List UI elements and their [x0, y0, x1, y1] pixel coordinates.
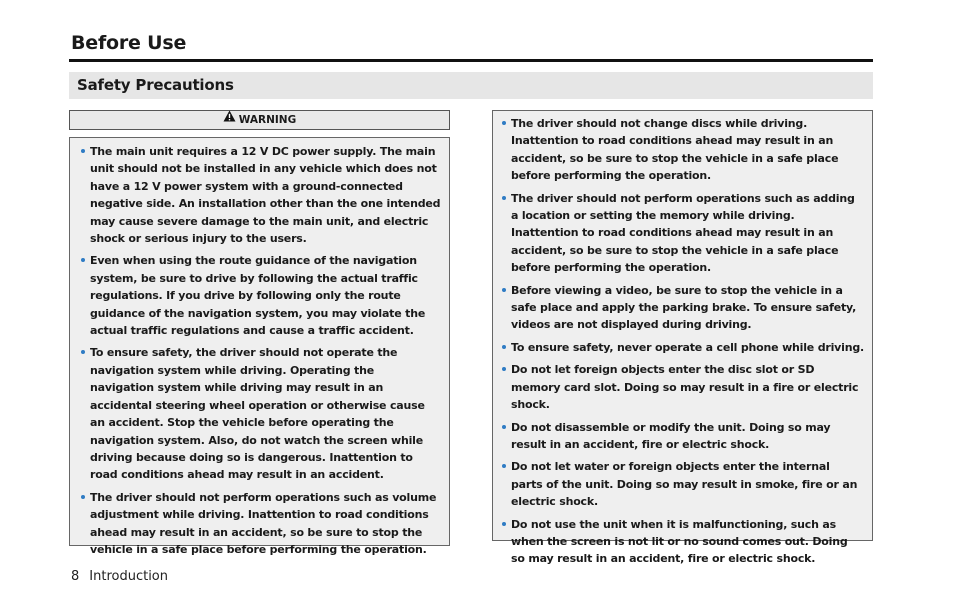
list-item — [78, 143, 441, 247]
page-title: Before Use — [71, 32, 187, 54]
list-item-text: The driver should not perform operations such as volume adjustment while driving. Inattention to road conditions ahead may result in an accident, so be sure to stop the vehicle in a safe place before performing the operation. — [90, 490, 437, 556]
list-item — [499, 115, 864, 185]
list-item — [78, 252, 441, 339]
warning-header — [69, 110, 450, 130]
list-item-text: To ensure safety, never operate a cell phone while driving. — [511, 340, 864, 354]
list-item — [499, 516, 864, 568]
list-item-text: Before viewing a video, be sure to stop the vehicle in a safe place and apply the parking brake. To ensure safety, videos are not displayed during driving. — [511, 283, 857, 332]
warning-triangle-icon — [223, 110, 236, 128]
bullet-icon — [502, 121, 506, 125]
list-item-text: Do not disassemble or modify the unit. Doing so may result in an accident, fire or electric shock. — [511, 420, 831, 451]
list-item — [78, 489, 441, 559]
bullet-icon — [81, 495, 85, 499]
bullet-icon — [502, 522, 506, 526]
bullet-icon — [502, 464, 506, 468]
bullet-icon — [81, 350, 85, 354]
warning-list-right — [492, 110, 873, 566]
bullet-icon — [502, 425, 506, 429]
page-footer — [71, 568, 168, 586]
bullet-icon — [502, 288, 506, 292]
page-number: 8 — [71, 569, 80, 584]
section-title: Safety Precautions — [77, 76, 234, 94]
list-item-text: The driver should not change discs while driving. Inattention to road conditions ahead may result in an accident, so be sure to stop the vehicle in a safe place before performing the operation. — [511, 117, 839, 183]
bullet-icon — [502, 196, 506, 200]
warning-label: WARNING — [238, 114, 297, 126]
list-item — [499, 458, 864, 510]
list-item-text: Do not let foreign objects enter the disc slot or SD memory card slot. Doing so may result in a fire or electric shock. — [511, 363, 859, 412]
bullet-icon — [81, 149, 85, 153]
list-item-text: The driver should not perform operations such as adding a location or setting the memory while driving. Inattention to road conditions ahead may result in an accident, so be sure to stop the vehicle in a safe place before performing the operation. — [511, 191, 855, 275]
list-item — [499, 339, 864, 356]
list-item-text: The main unit requires a 12 V DC power supply. The main unit should not be installed in any vehicle which does not have a 12 V power system with a ground-connected negative side. An installation other than the one intended may cause severe damage to the main unit, and electric shock or serious injury to the users. — [90, 145, 441, 246]
chapter-name: Introduction — [89, 569, 169, 584]
bullet-icon — [502, 345, 506, 349]
bullet-icon — [81, 258, 85, 262]
list-item — [499, 419, 864, 454]
title-rule — [69, 59, 873, 62]
list-item — [78, 344, 441, 483]
list-item — [499, 361, 864, 413]
warning-list-left — [69, 137, 450, 556]
list-item-text: Even when using the route guidance of the navigation system, be sure to drive by following the actual traffic regulations. If you drive by following only the route guidance of the navigation system, you may violate the actual traffic regulations and cause a traffic accident. — [90, 254, 426, 338]
list-item-text: To ensure safety, the driver should not operate the navigation system while driving. Operating the navigation system while driving may result in an accidental steering wheel operation or otherwise cause an accident. Stop the vehicle before operating the navigation system. Also, do not watch the screen while driving because doing so is dangerous. Inattention to road conditions ahead may result in an accident. — [90, 346, 425, 482]
list-item-text: Do not let water or foreign objects enter the internal parts of the unit. Doing so may result in smoke, fire or an electric shock. — [511, 460, 858, 509]
list-item — [499, 282, 864, 334]
list-item — [499, 190, 864, 277]
bullet-icon — [502, 367, 506, 371]
list-item-text: Do not use the unit when it is malfunctioning, such as when the screen is not lit or no sound comes out. Doing so may result in an accident, fire or electric shock. — [511, 517, 848, 566]
